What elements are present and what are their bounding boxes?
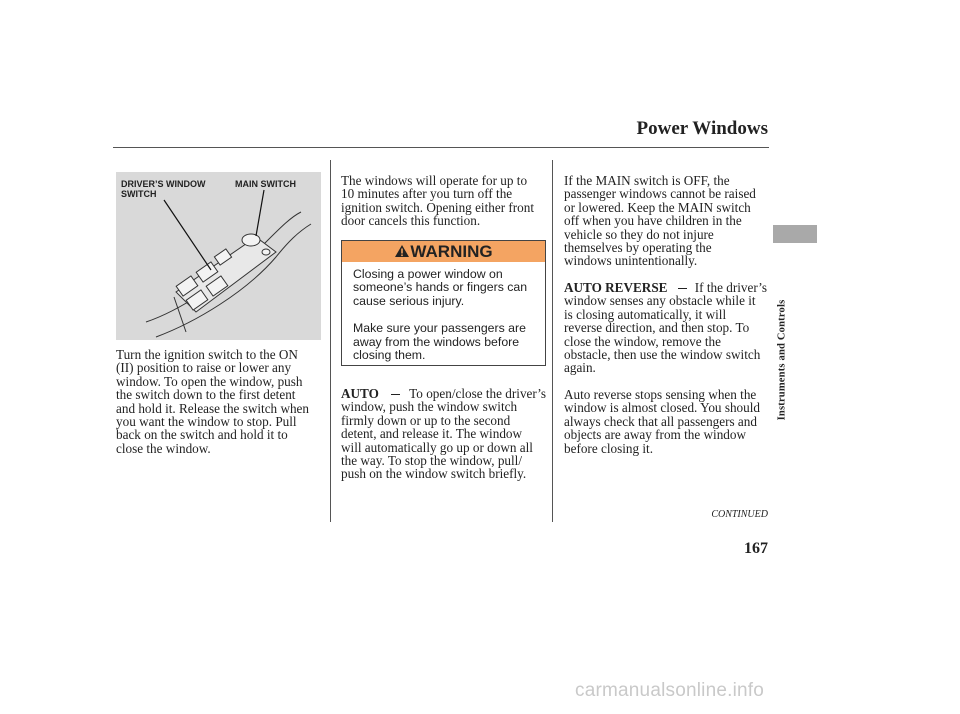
section-label: Instruments and Controls — [776, 299, 788, 421]
section-tab — [773, 225, 817, 243]
warning-header: WARNING — [342, 241, 545, 262]
auto-reverse-paragraph: window senses any obstacle while it is closing automatically, it will reverse direction, and then stop. To close the window, remove the obstacle, then use the window switch again. — [564, 293, 761, 376]
page-title: Power Windows — [636, 118, 768, 139]
window-switch-figure — [116, 172, 321, 340]
figure-label-drivers-switch: DRIVER’S WINDOW SWITCH — [121, 179, 206, 199]
auto-dash — [391, 394, 400, 395]
main-switch-paragraph: If the MAIN switch is OFF, the passenger windows cannot be raised or lowered. Keep the MAIN switch off when you have children in the vehicle so they do not injure themselves by operating the windows unintentionally. — [564, 173, 756, 269]
warning-text — [342, 262, 545, 362]
header-rule — [113, 147, 769, 148]
door-switch-illustration — [116, 172, 321, 340]
watermark: carmanualsonline.info — [575, 680, 765, 701]
auto-reverse-dash — [678, 288, 687, 289]
continued-label: CONTINUED — [711, 509, 768, 520]
auto-heading: AUTO — [341, 386, 379, 401]
auto-paragraph: window, push the window switch firmly down or up to the second detent, and release it. The window will automatically go up or down all the way. To stop the window, pull/ push on the window switch briefly. — [341, 399, 533, 482]
auto-section: AUTO To open/close the driver’s window, push the window switch firmly down or up to the second detent, and release it. The window will automatically go up or down all the way. To stop the window, pull/ push on the window switch briefly. — [341, 387, 553, 481]
timeout-paragraph: The windows will operate for up to 10 minutes after you turn off the ignition switch. Opening either front door cancels this function. — [341, 173, 535, 229]
warning-paragraph-1: Closing a power window on someone’s hands or fingers can cause serious injury. — [353, 267, 528, 308]
auto-reverse-section: AUTO REVERSE If the driver’s window senses any obstacle while it is closing automatically, it will reverse direction, and then stop. To close the window, remove the obstacle, then use the window switch again. — [564, 281, 774, 375]
column-divider-1 — [330, 160, 331, 522]
warning-triangle-icon — [394, 244, 410, 258]
figure-label-main-switch: MAIN SWITCH — [235, 179, 296, 189]
ignition-paragraph: Turn the ignition switch to the ON (II) position to raise or lower any window. To open the window, push the switch down to the first detent and hold it. Release the switch when you want the window to stop. Pull back on the switch and hold it to close the window. — [116, 347, 310, 456]
page-number: 167 — [744, 540, 768, 557]
sensing-paragraph: Auto reverse stops sensing when the window is almost closed. You should always check that all passengers and objects are away from the window before closing it. — [564, 387, 760, 456]
auto-reverse-heading: AUTO REVERSE — [564, 280, 668, 295]
warning-box — [341, 240, 546, 366]
warning-paragraph-2: Make sure your passengers are away from the windows before closing them. — [353, 321, 526, 363]
